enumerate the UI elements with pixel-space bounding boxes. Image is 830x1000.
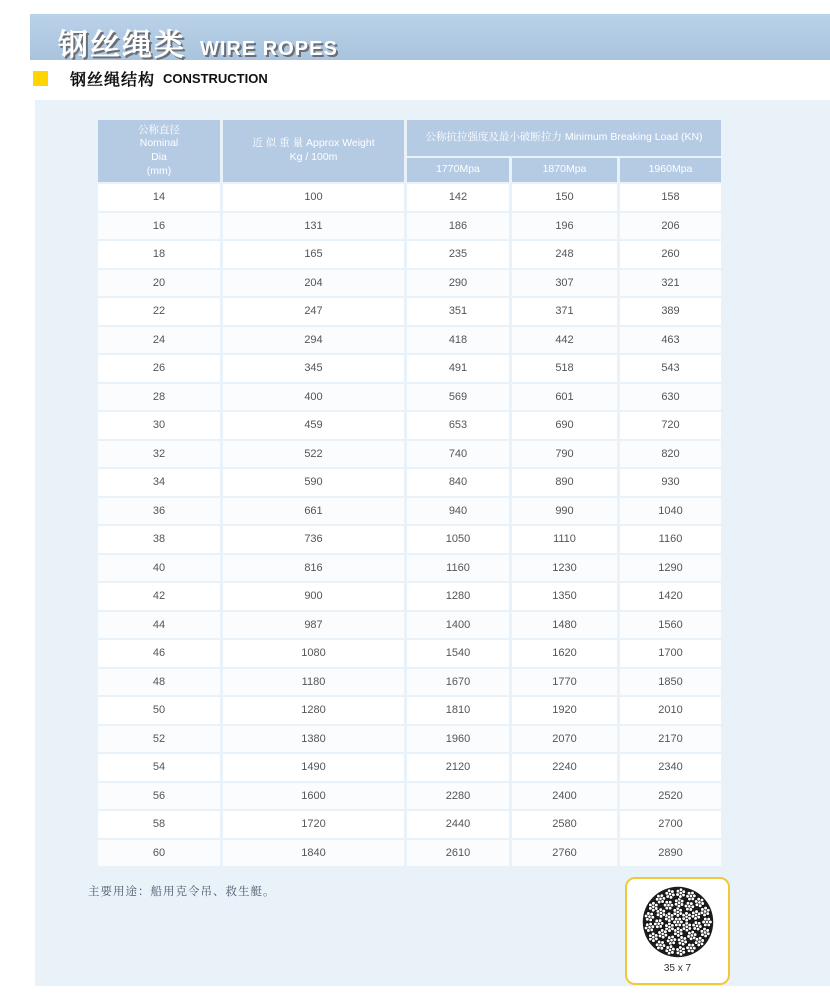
- table-cell: 2440: [407, 811, 509, 838]
- spec-table: [95, 118, 724, 868]
- table-cell: 820: [620, 441, 721, 468]
- header-diameter-en2: Dia: [151, 151, 167, 163]
- table-cell: 260: [620, 241, 721, 268]
- yellow-bullet-icon: [33, 71, 48, 86]
- table-cell: 1180: [223, 669, 404, 696]
- content-panel: [35, 100, 830, 986]
- table-cell: 1810: [407, 697, 509, 724]
- table-cell: 653: [407, 412, 509, 439]
- table-cell: 2280: [407, 783, 509, 810]
- table-row: [98, 412, 721, 439]
- header-weight-line1: 近 似 重 量 Approx Weight: [252, 137, 375, 150]
- table-cell: 1280: [223, 697, 404, 724]
- table-cell: 2520: [620, 783, 721, 810]
- table-row: [98, 384, 721, 411]
- table-cell: 204: [223, 270, 404, 297]
- section-title-en: CONSTRUCTION: [163, 70, 268, 86]
- table-cell: 1920: [512, 697, 617, 724]
- table-cell: 48: [98, 669, 220, 696]
- table-cell: 1850: [620, 669, 721, 696]
- table-cell: 930: [620, 469, 721, 496]
- rope-construction-label: 35 x 7: [663, 963, 692, 974]
- table-cell: 2010: [620, 697, 721, 724]
- table-cell: 24: [98, 327, 220, 354]
- table-cell: 790: [512, 441, 617, 468]
- table-cell: 54: [98, 754, 220, 781]
- table-cell: 345: [223, 355, 404, 382]
- table-cell: 22: [98, 298, 220, 325]
- table-cell: 630: [620, 384, 721, 411]
- table-cell: 890: [512, 469, 617, 496]
- table-cell: 1380: [223, 726, 404, 753]
- table-cell: 58: [98, 811, 220, 838]
- table-row: [98, 811, 721, 838]
- table-cell: 142: [407, 184, 509, 211]
- table-cell: 1620: [512, 640, 617, 667]
- table-cell: 569: [407, 384, 509, 411]
- table-cell: 351: [407, 298, 509, 325]
- table-cell: 1600: [223, 783, 404, 810]
- table-cell: 46: [98, 640, 220, 667]
- header-breaking-load: 公称抗拉强度及最小破断拉力 Minimum Breaking Load (KN): [407, 120, 721, 156]
- table-cell: 990: [512, 498, 617, 525]
- banner-title-zh: 钢丝绳类: [58, 29, 186, 62]
- table-row: [98, 726, 721, 753]
- table-cell: 400: [223, 384, 404, 411]
- table-cell: 1540: [407, 640, 509, 667]
- table-row: [98, 640, 721, 667]
- table-cell: 1490: [223, 754, 404, 781]
- table-cell: 158: [620, 184, 721, 211]
- table-row: [98, 555, 721, 582]
- section-heading: [33, 69, 268, 87]
- table-cell: 2120: [407, 754, 509, 781]
- table-cell: 52: [98, 726, 220, 753]
- table-cell: 463: [620, 327, 721, 354]
- table-cell: 1420: [620, 583, 721, 610]
- table-cell: 1560: [620, 612, 721, 639]
- header-weight-line2: Kg / 100m: [289, 151, 338, 163]
- table-row: [98, 469, 721, 496]
- table-row: [98, 355, 721, 382]
- table-row: [98, 526, 721, 553]
- table-cell: 1050: [407, 526, 509, 553]
- table-row: [98, 184, 721, 211]
- table-cell: 740: [407, 441, 509, 468]
- table-cell: 2580: [512, 811, 617, 838]
- table-cell: 1230: [512, 555, 617, 582]
- table-row: [98, 441, 721, 468]
- header-diameter-unit: (mm): [146, 164, 172, 177]
- table-cell: 1480: [512, 612, 617, 639]
- header-grade-1770: 1770Mpa: [407, 158, 509, 182]
- page-banner: [30, 14, 830, 60]
- table-cell: 601: [512, 384, 617, 411]
- table-cell: 34: [98, 469, 220, 496]
- table-row: [98, 270, 721, 297]
- table-cell: 1290: [620, 555, 721, 582]
- table-row: [98, 327, 721, 354]
- table-cell: 1720: [223, 811, 404, 838]
- spec-table-body: [98, 184, 721, 866]
- rope-cross-section-card: [625, 877, 730, 985]
- table-cell: 1160: [407, 555, 509, 582]
- table-cell: 2890: [620, 840, 721, 867]
- table-cell: 38: [98, 526, 220, 553]
- table-cell: 2340: [620, 754, 721, 781]
- table-cell: 36: [98, 498, 220, 525]
- table-cell: 16: [98, 213, 220, 240]
- table-cell: 1350: [512, 583, 617, 610]
- table-row: [98, 612, 721, 639]
- table-row: [98, 298, 721, 325]
- table-cell: 235: [407, 241, 509, 268]
- table-cell: 840: [407, 469, 509, 496]
- table-cell: 518: [512, 355, 617, 382]
- table-cell: 247: [223, 298, 404, 325]
- table-row: [98, 783, 721, 810]
- table-row: [98, 754, 721, 781]
- table-cell: 196: [512, 213, 617, 240]
- table-cell: 50: [98, 697, 220, 724]
- table-cell: 1670: [407, 669, 509, 696]
- table-cell: 371: [512, 298, 617, 325]
- table-cell: 442: [512, 327, 617, 354]
- table-cell: 150: [512, 184, 617, 211]
- table-cell: 590: [223, 469, 404, 496]
- table-cell: 2400: [512, 783, 617, 810]
- table-cell: 1110: [512, 526, 617, 553]
- table-cell: 2070: [512, 726, 617, 753]
- table-cell: 56: [98, 783, 220, 810]
- table-cell: 1080: [223, 640, 404, 667]
- table-cell: 40: [98, 555, 220, 582]
- table-cell: 248: [512, 241, 617, 268]
- table-cell: 2610: [407, 840, 509, 867]
- usage-note: 主要用途：船用克令吊、救生艇。: [88, 886, 276, 898]
- table-cell: 44: [98, 612, 220, 639]
- table-cell: 2700: [620, 811, 721, 838]
- table-cell: 28: [98, 384, 220, 411]
- table-cell: 186: [407, 213, 509, 240]
- table-cell: 661: [223, 498, 404, 525]
- table-cell: 100: [223, 184, 404, 211]
- table-row: [98, 840, 721, 867]
- table-cell: 30: [98, 412, 220, 439]
- table-cell: 1040: [620, 498, 721, 525]
- table-cell: 290: [407, 270, 509, 297]
- table-cell: 2170: [620, 726, 721, 753]
- wire-rope-cross-section-icon: [640, 884, 716, 960]
- table-row: [98, 697, 721, 724]
- table-cell: 1840: [223, 840, 404, 867]
- table-cell: 2240: [512, 754, 617, 781]
- table-cell: 1960: [407, 726, 509, 753]
- table-row: [98, 669, 721, 696]
- table-cell: 389: [620, 298, 721, 325]
- spec-table-header: [98, 120, 721, 182]
- table-cell: 131: [223, 213, 404, 240]
- table-cell: 987: [223, 612, 404, 639]
- table-cell: 459: [223, 412, 404, 439]
- banner-title-en: WIRE ROPES: [200, 38, 338, 60]
- section-title-zh: 钢丝绳结构: [70, 71, 156, 89]
- table-cell: 2760: [512, 840, 617, 867]
- table-cell: 294: [223, 327, 404, 354]
- table-cell: 1280: [407, 583, 509, 610]
- table-cell: 900: [223, 583, 404, 610]
- table-cell: 1770: [512, 669, 617, 696]
- header-diameter-zh: 公称直径: [138, 123, 180, 136]
- table-cell: 940: [407, 498, 509, 525]
- table-cell: 307: [512, 270, 617, 297]
- header-diameter: [98, 120, 220, 182]
- table-cell: 32: [98, 441, 220, 468]
- table-cell: 720: [620, 412, 721, 439]
- table-row: [98, 241, 721, 268]
- table-cell: 816: [223, 555, 404, 582]
- table-cell: 690: [512, 412, 617, 439]
- table-cell: 26: [98, 355, 220, 382]
- table-row: [98, 583, 721, 610]
- table-cell: 491: [407, 355, 509, 382]
- table-cell: 418: [407, 327, 509, 354]
- table-cell: 543: [620, 355, 721, 382]
- table-cell: 206: [620, 213, 721, 240]
- table-cell: 522: [223, 441, 404, 468]
- table-cell: 1400: [407, 612, 509, 639]
- table-row: [98, 498, 721, 525]
- table-cell: 18: [98, 241, 220, 268]
- table-cell: 1700: [620, 640, 721, 667]
- table-row: [98, 213, 721, 240]
- header-diameter-en1: Nominal: [139, 137, 179, 150]
- table-cell: 20: [98, 270, 220, 297]
- table-cell: 60: [98, 840, 220, 867]
- table-cell: 42: [98, 583, 220, 610]
- table-cell: 1160: [620, 526, 721, 553]
- table-cell: 165: [223, 241, 404, 268]
- header-grade-1960: 1960Mpa: [620, 158, 721, 182]
- header-grade-1870: 1870Mpa: [512, 158, 617, 182]
- table-cell: 321: [620, 270, 721, 297]
- table-cell: 736: [223, 526, 404, 553]
- table-cell: 14: [98, 184, 220, 211]
- header-weight: [223, 120, 404, 182]
